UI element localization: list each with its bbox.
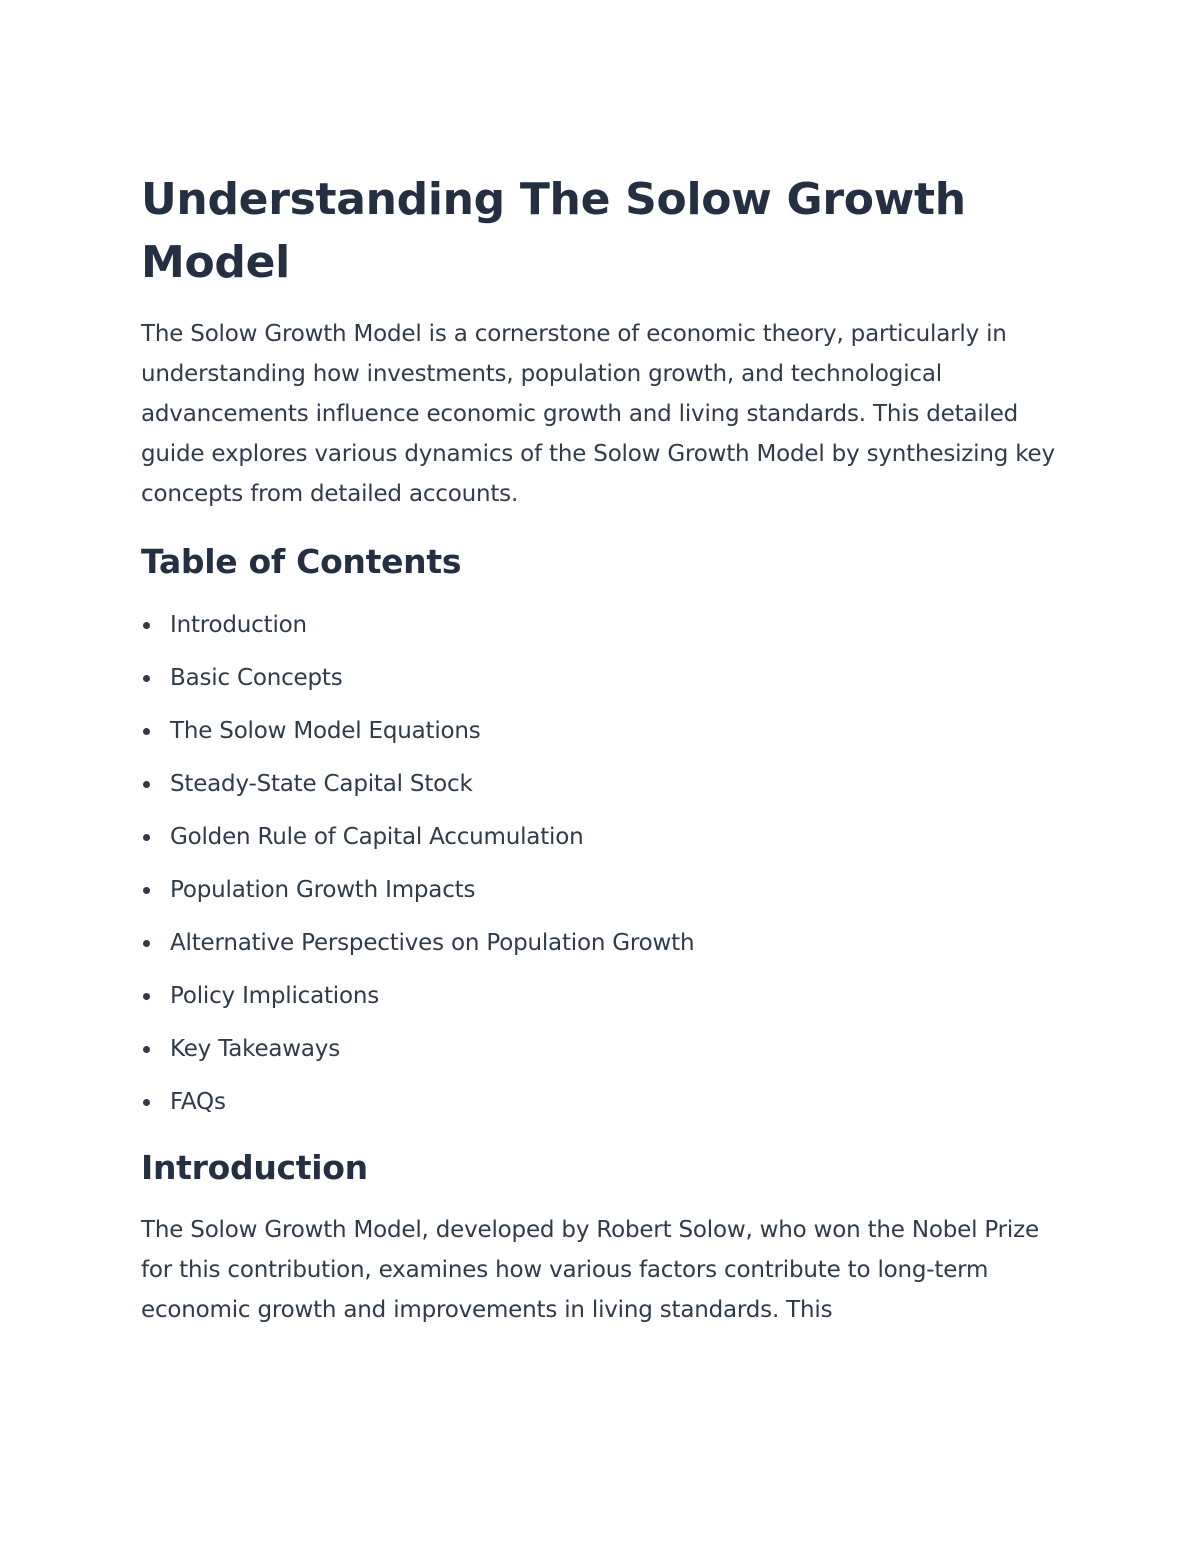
bullet-icon: [143, 940, 150, 947]
bullet-icon: [143, 675, 150, 682]
toc-heading: Table of Contents: [141, 542, 462, 581]
bullet-icon: [143, 622, 150, 629]
toc-item-label: Key Takeaways: [170, 1036, 340, 1062]
toc-item-population-growth[interactable]: [141, 873, 1056, 926]
toc-item-label: FAQs: [170, 1089, 226, 1115]
bullet-icon: [143, 887, 150, 894]
introduction-heading: Introduction: [141, 1148, 368, 1187]
toc-item-model-equations[interactable]: [141, 714, 1056, 767]
introduction-paragraph: The Solow Growth Model, developed by Robert Solow, who won the Nobel Prize for this contribution, examines how various factors contribute to long-term economic growth and improvements in living standards. This: [141, 1217, 1039, 1323]
toc-item-label: Alternative Perspectives on Population Growth: [170, 930, 695, 956]
toc-item-key-takeaways[interactable]: [141, 1032, 1056, 1085]
toc-item-alternative-perspectives[interactable]: [141, 926, 1056, 979]
bullet-icon: [143, 728, 150, 735]
table-of-contents: [141, 608, 1056, 1138]
toc-item-introduction[interactable]: [141, 608, 1056, 661]
intro-paragraph: The Solow Growth Model is a cornerstone of economic theory, particularly in understanding how investments, population growth, and technological advancements influence economic growth and living standards. This detailed guide explores various dynamics of the Solow Growth Model by synthesizing key concepts from detailed accounts.: [141, 321, 1055, 507]
toc-item-policy-implications[interactable]: [141, 979, 1056, 1032]
toc-item-label: The Solow Model Equations: [170, 718, 481, 744]
toc-item-label: Golden Rule of Capital Accumulation: [170, 824, 584, 850]
bullet-icon: [143, 993, 150, 1000]
bullet-icon: [143, 781, 150, 788]
toc-item-faqs[interactable]: [141, 1085, 1056, 1138]
toc-item-golden-rule[interactable]: [141, 820, 1056, 873]
toc-item-label: Policy Implications: [170, 983, 380, 1009]
toc-item-steady-state[interactable]: [141, 767, 1056, 820]
toc-item-label: Introduction: [170, 612, 307, 638]
toc-item-label: Population Growth Impacts: [170, 877, 476, 903]
page-title: Understanding The Solow Growth Model: [141, 174, 966, 288]
bullet-icon: [143, 1099, 150, 1106]
bullet-icon: [143, 834, 150, 841]
toc-item-label: Basic Concepts: [170, 665, 343, 691]
toc-item-label: Steady-State Capital Stock: [170, 771, 473, 797]
bullet-icon: [143, 1046, 150, 1053]
toc-item-basic-concepts[interactable]: [141, 661, 1056, 714]
document-page: [141, 168, 1056, 1330]
